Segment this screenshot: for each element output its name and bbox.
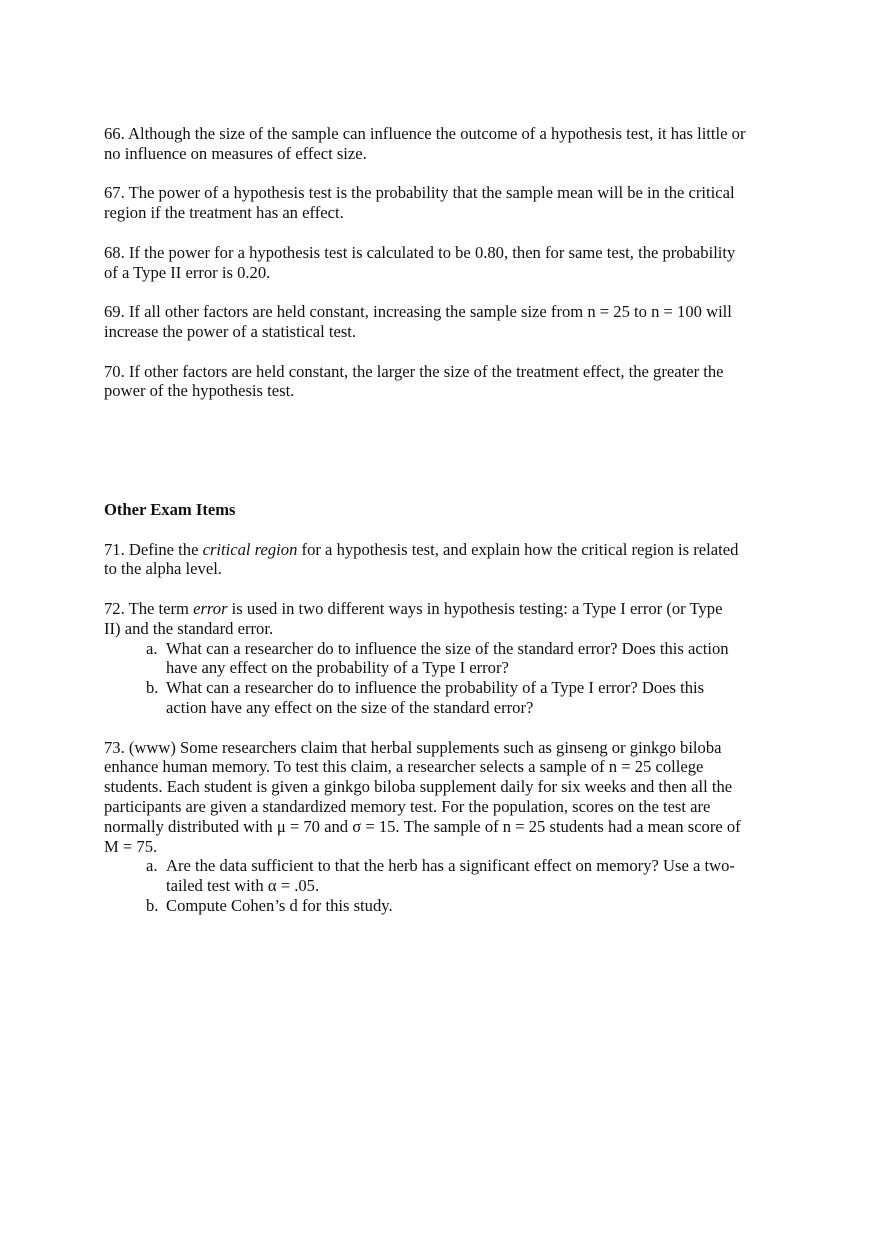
question-68 — [104, 243, 804, 283]
text: 71. Define the — [104, 539, 203, 559]
text-line: 69. If all other factors are held constant, increasing the sample size from n = 25 to n = 100 will — [104, 302, 732, 322]
question-67 — [104, 183, 804, 223]
text-line: II) and the standard error. — [104, 618, 274, 638]
question-66 — [104, 124, 804, 164]
text-line: Are the data sufficient to that the herb has a significant effect on memory? Use a two- — [166, 856, 735, 876]
list-marker: a. — [146, 856, 158, 876]
question-73 — [104, 738, 804, 916]
text-line: M = 75. — [104, 836, 158, 856]
text-line: have any effect on the probability of a Type I error? — [166, 658, 509, 678]
question-70 — [104, 362, 804, 402]
text-line: power of the hypothesis test. — [104, 381, 295, 401]
text-line: action have any effect on the size of the standard error? — [166, 697, 534, 717]
text-line: 67. The power of a hypothesis test is the probability that the sample mean will be in the critical — [104, 183, 735, 203]
question-71 — [104, 540, 804, 580]
text-line: enhance human memory. To test this claim, a researcher selects a sample of n = 25 college — [104, 757, 704, 777]
text-line: What can a researcher do to influence the size of the standard error? Does this action — [166, 638, 729, 658]
text: 72. The term — [104, 598, 194, 618]
text-line — [104, 540, 804, 560]
text-line: 73. (www) Some researchers claim that herbal supplements such as ginseng or ginkgo biloba — [104, 737, 722, 757]
text-line: of a Type II error is 0.20. — [104, 262, 271, 282]
italic-term: error — [193, 598, 228, 618]
list-marker: a. — [146, 638, 158, 658]
question-72 — [104, 599, 804, 718]
text-line: region if the treatment has an effect. — [104, 203, 344, 223]
text-line: 70. If other factors are held constant, the larger the size of the treatment effect, the greater the — [104, 361, 724, 381]
italic-term: critical region — [202, 539, 298, 559]
text: is used in two different ways in hypothesis testing: a Type I error (or Type — [227, 598, 723, 618]
section-heading: Other Exam Items — [104, 499, 236, 519]
text-line: increase the power of a statistical test. — [104, 321, 357, 341]
text-line — [104, 599, 804, 619]
subquestion-a — [104, 639, 804, 679]
list-marker: b. — [146, 895, 159, 915]
text-line: to the alpha level. — [104, 559, 222, 579]
text-line: 68. If the power for a hypothesis test is calculated to be 0.80, then for same test, the probability — [104, 242, 736, 262]
subquestion-b — [104, 896, 804, 916]
text-line: participants are given a standardized memory test. For the population, scores on the test are — [104, 796, 711, 816]
subquestion-b — [104, 678, 804, 718]
text-line: What can a researcher do to influence the probability of a Type I error? Does this — [166, 678, 705, 698]
text-line: students. Each student is given a ginkgo biloba supplement daily for six weeks and then all the — [104, 777, 733, 797]
list-marker: b. — [146, 678, 159, 698]
document-page — [104, 124, 804, 935]
text-line: Compute Cohen’s d for this study. — [166, 895, 393, 915]
subquestion-a — [104, 856, 804, 896]
text-line: no influence on measures of effect size. — [104, 143, 367, 163]
text: for a hypothesis test, and explain how the critical region is related — [297, 539, 739, 559]
question-69 — [104, 302, 804, 342]
text-line: normally distributed with μ = 70 and σ = 15. The sample of n = 25 students had a mean score of — [104, 816, 741, 836]
text-line: 66. Although the size of the sample can influence the outcome of a hypothesis test, it has little or — [104, 124, 746, 143]
text-line: tailed test with α = .05. — [166, 876, 320, 896]
